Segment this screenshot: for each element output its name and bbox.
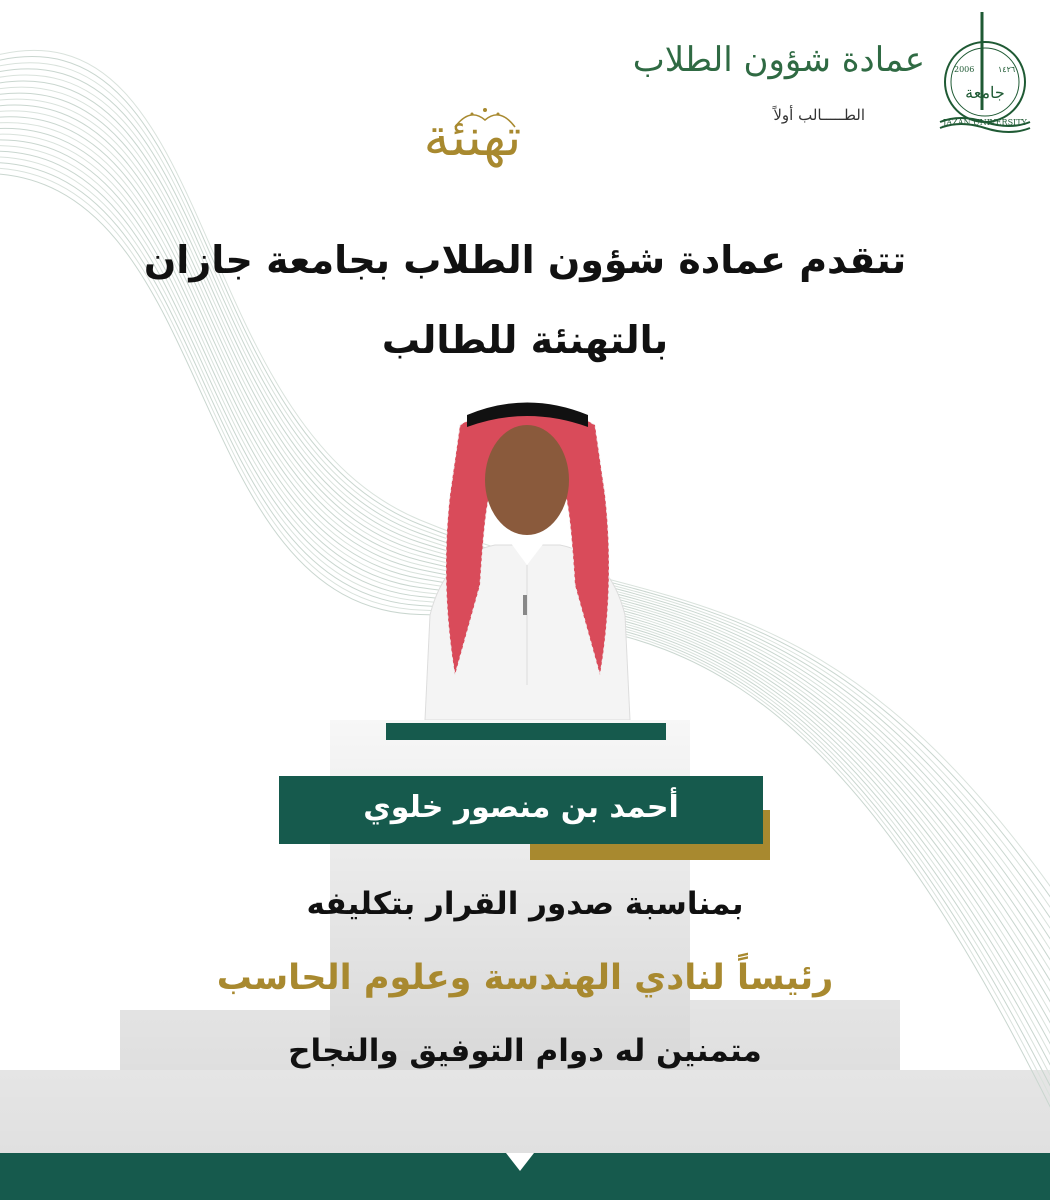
occasion-text: بمناسبة صدور القرار بتكليفه	[306, 886, 744, 922]
deanship-logo	[632, 40, 925, 140]
jazan-university-logo	[930, 10, 1040, 135]
student-name: أحمد بن منصور خلوي	[363, 790, 679, 825]
svg-text:2006: 2006	[954, 65, 975, 74]
svg-text:١٤٢٦: ١٤٢٦	[998, 65, 1016, 74]
student-photo	[405, 385, 650, 720]
intro-line-2: بالتهنئة للطالب	[381, 318, 669, 362]
deanship-tagline: الطـــــالب أولاً	[773, 106, 865, 124]
wish-text: متمنين له دوام التوفيق والنجاح	[288, 1033, 762, 1069]
deanship-calligraphy: عمادة شؤون الطلاب	[632, 40, 925, 80]
congratulations-title: تهنئة	[423, 108, 522, 168]
svg-text:جامعة: جامعة	[965, 83, 1005, 102]
role-text: رئيساً لنادي الهندسة وعلوم الحاسب	[216, 958, 834, 998]
photo-base-bar	[386, 723, 666, 740]
intro-line-1: تتقدم عمادة شؤون الطلاب بجامعة جازان	[143, 238, 907, 282]
university-english-name: JAZAN UNIVERSITY	[943, 118, 1027, 127]
footer-notch	[500, 1153, 540, 1173]
